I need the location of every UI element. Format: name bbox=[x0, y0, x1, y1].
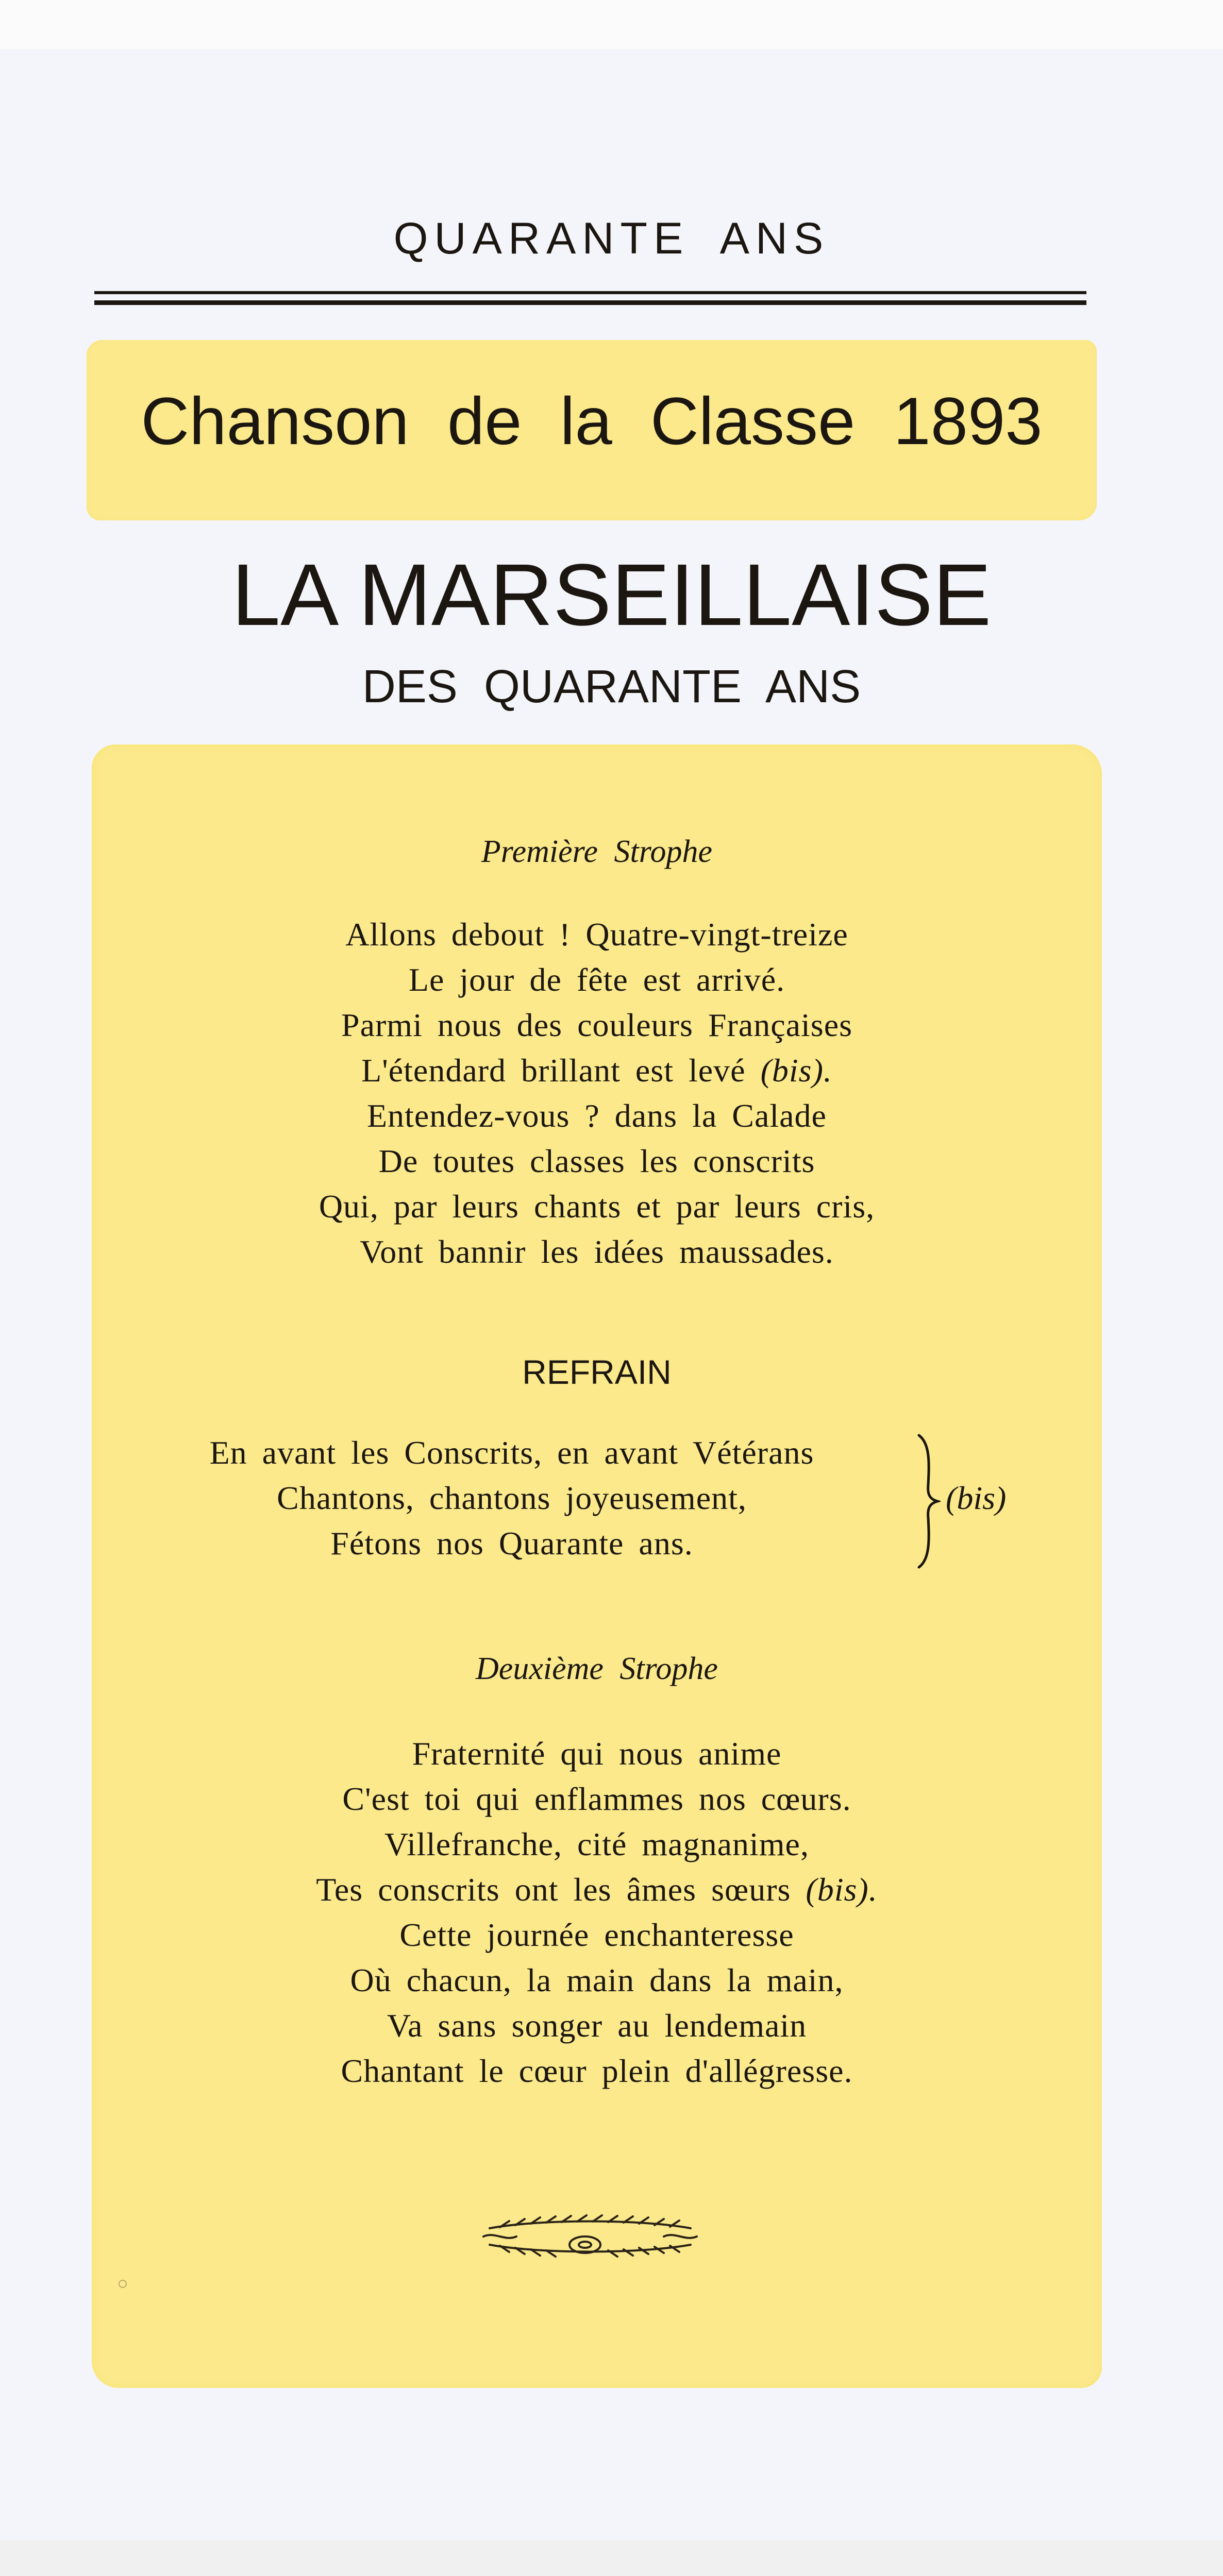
verse-line: Chantant le cœur plein d'allégresse. bbox=[341, 2053, 853, 2089]
class-title: Chanson de la Classe 1893 bbox=[141, 383, 1043, 459]
refrain-line: Fétons nos Quarante ans. bbox=[330, 1525, 693, 1562]
curly-brace-icon bbox=[915, 1433, 941, 1569]
verse-line: Entendez-vous ? dans la Calade bbox=[367, 1097, 827, 1134]
verse-line: C'est toi qui enflammes nos cœurs. bbox=[342, 1781, 851, 1817]
strophe-2-heading: Deuxième Strophe bbox=[476, 1651, 718, 1686]
verse-line bbox=[92, 1867, 1102, 1912]
bis-marker: (bis). bbox=[760, 1052, 832, 1089]
scan-top-margin bbox=[0, 0, 1223, 49]
double-rule-top bbox=[94, 291, 1086, 294]
double-rule-bottom bbox=[94, 300, 1086, 305]
verse-line: Villefranche, cité magnanime, bbox=[384, 1826, 809, 1862]
refrain-verse bbox=[92, 1430, 932, 1566]
verse-line: Où chacun, la main dans la main, bbox=[350, 1962, 844, 1998]
verse-line: Qui, par leurs chants et par leurs cris, bbox=[319, 1188, 875, 1225]
scan-bottom-margin bbox=[0, 2540, 1223, 2576]
refrain-bis-marker: (bis) bbox=[946, 1480, 1007, 1516]
refrain-line: Chantons, chantons joyeusement, bbox=[277, 1480, 747, 1516]
verse-line: Va sans songer au lendemain bbox=[387, 2007, 807, 2044]
verse-line-text: Tes conscrits ont les âmes sœurs bbox=[316, 1871, 791, 1908]
verse-line: Le jour de fête est arrivé. bbox=[408, 961, 785, 998]
verse-line bbox=[92, 1048, 1102, 1093]
verse-line-text: L'étendard brillant est levé bbox=[361, 1052, 746, 1089]
running-head: QUARANTE ANS bbox=[393, 214, 830, 263]
paper-speck bbox=[119, 2280, 127, 2288]
verse-line: Parmi nous des couleurs Françaises bbox=[341, 1007, 853, 1043]
laurel-ornament-icon bbox=[479, 2208, 701, 2264]
strophe-1-verse bbox=[92, 912, 1102, 1275]
verse-line: Vont bannir les idées maussades. bbox=[360, 1233, 834, 1270]
verse-line: Cette journée enchanteresse bbox=[399, 1917, 794, 1953]
subtitle: DES QUARANTE ANS bbox=[362, 661, 861, 713]
refrain-heading: REFRAIN bbox=[522, 1353, 672, 1391]
verse-line: Allons debout ! Quatre-vingt-treize bbox=[345, 916, 848, 953]
verse-line: De toutes classes les conscrits bbox=[378, 1143, 815, 1179]
strophe-1-heading: Première Strophe bbox=[481, 834, 713, 869]
main-title: LA MARSEILLAISE bbox=[231, 546, 992, 644]
strophe-2-verse bbox=[92, 1731, 1102, 2094]
refrain-line: En avant les Conscrits, en avant Vétérans bbox=[209, 1434, 814, 1471]
verse-line: Fraternité qui nous anime bbox=[412, 1735, 782, 1772]
bis-marker: (bis). bbox=[806, 1871, 878, 1908]
